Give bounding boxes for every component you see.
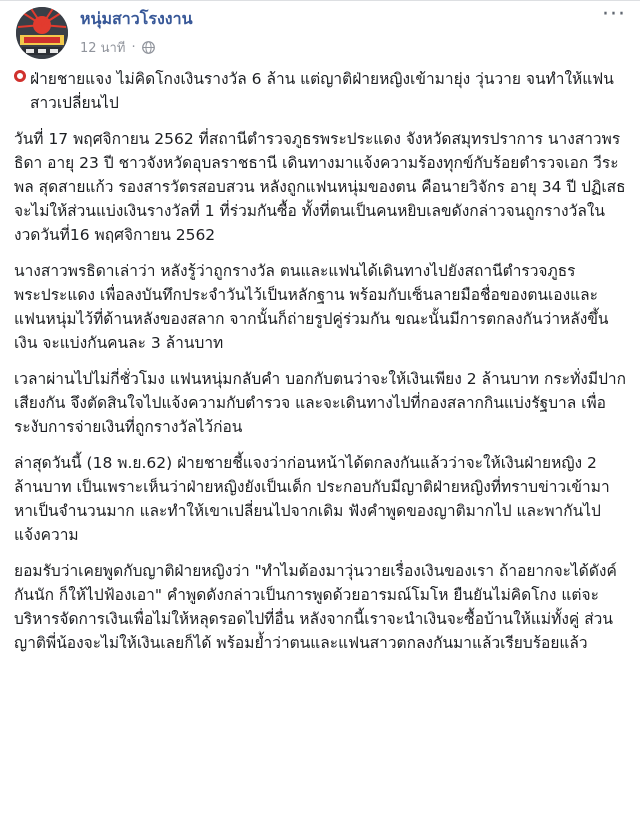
post-header: [0, 1, 640, 65]
post-body: [0, 65, 640, 655]
globe-icon: [142, 41, 155, 54]
page-avatar[interactable]: [16, 7, 68, 59]
post-paragraph-4: เวลาผ่านไปไม่กี่ชั่วโมง แฟนหนุ่มกลับคำ บอกกับตนว่าจะให้เงินเพียง 2 ล้านบาท กระทั่งมีปากเสียงกัน จึงตัดสินใจไปแจ้งความกับตำรวจ และจะเดินทางไปที่กองสลากกินแบ่งรัฐบาล เพื่อระงับการจ่ายเงินที่ถูกรางวัลไว้ก่อน: [14, 370, 627, 436]
post-paragraph-2: วันที่ 17 พฤศจิกายน 2562 ที่สถานีตำรวจภูธรพระประแดง จังหวัดสมุทรปราการ นางสาวพรธิดา อายุ 23 ปี ชาวจังหวัดอุบลราชธานี เดินทางมาแจ้งความร้องทุกข์กับร้อยตำรวจเอก วีระพล สุดสายแก้ว รองสารวัตรสอบสวน หลังถูกแฟนหนุ่มของตน คือนายวิจักร อายุ 34 ปี ปฏิเสธจะไม่ให้ส่วนแบ่งเงินรางวัลที่ 1 ที่ร่วมกันซื้อ ทั้งที่ตนเป็นคนหยิบเลขดังกล่าวจนถูกรางวัลในงวดวันที่16 พฤศจิกายน 2562: [14, 130, 626, 244]
post-paragraph-5: ล่าสุดวันนี้ (18 พ.ย.62) ฝ่ายชายชี้แจงว่าก่อนหน้าได้ตกลงกันแล้วว่าจะให้เงินฝ่ายหญิง 2 ล้านบาท เป็นเพราะเห็นว่าฝ่ายหญิงยังเป็นเด็ก ประกอบกับมีญาติฝ่ายหญิงที่ทราบข่าวเข้ามาหาเป็นจำนวนมาก และทำให้เขาเปลี่ยนไปจากเดิม ฟังคำพูดของญาติมากไป และพากันไปแจ้งความ: [14, 454, 610, 544]
more-options-icon[interactable]: ···: [602, 2, 626, 27]
page-logo-image: [16, 7, 68, 59]
meta-separator: ·: [131, 40, 136, 55]
post-paragraph-6: ยอมรับว่าเคยพูดกับญาติฝ่ายหญิงว่า "ทำไมต้องมาวุ่นวายเรื่องเงินของเรา ถ้าอยากจะได้ดังค์กันนัก ก็ให้ไปฟ้องเอา" คำพูดดังกล่าวเป็นการพูดด้วยอารมณ์โมโห ยืนยันไม่คิดโกง แต่จะบริหารจัดการเงินเพื่อไม่ให้หลุดรอดไปที่อื่น หลังจากนี้เราจะนำเงินจะซื้อบ้านให้แม่ทั้งคู่ ส่วนญาติพี่น้องจะไม่ให้เงินเลยก็ได้ พร้อมย้ำว่าตนและแฟนสาวตกลงกันมาแล้วเรียบร้อยแล้ว: [14, 562, 617, 652]
post-paragraph-1: [14, 67, 626, 115]
post-meta: [80, 37, 155, 58]
headline-text: ฝ่ายชายแจง ไม่คิดโกงเงินรางวัล 6 ล้าน แต่ญาติฝ่ายหญิงเข้ามายุ่ง วุ่นวาย จนทำให้แฟนสาวเปลี่ยนไป: [30, 70, 614, 112]
post-paragraph-3: นางสาวพรธิดาเล่าว่า หลังรู้ว่าถูกรางวัล ตนและแฟนได้เดินทางไปยังสถานีตำรวจภูธรพระประแดง เพื่อลงบันทึกประจำวันไว้เป็นหลักฐาน พร้อมกับเซ็นลายมือชื่อของตนเองและแฟนหนุ่มไว้ที่ด้านหลังของสลาก จากนั้นก็ถ่ายรูปคู่ร่วมกัน ขณะนั้นมีการตกลงกันว่าหลังขึ้นเงิน จะแบ่งกันคนละ 3 ล้านบาท: [14, 262, 609, 352]
page-name-link[interactable]: หนุ่มสาวโรงงาน: [80, 9, 193, 28]
heavy-large-circle-icon: [14, 70, 26, 82]
post-timestamp[interactable]: 12 นาที: [80, 41, 126, 56]
